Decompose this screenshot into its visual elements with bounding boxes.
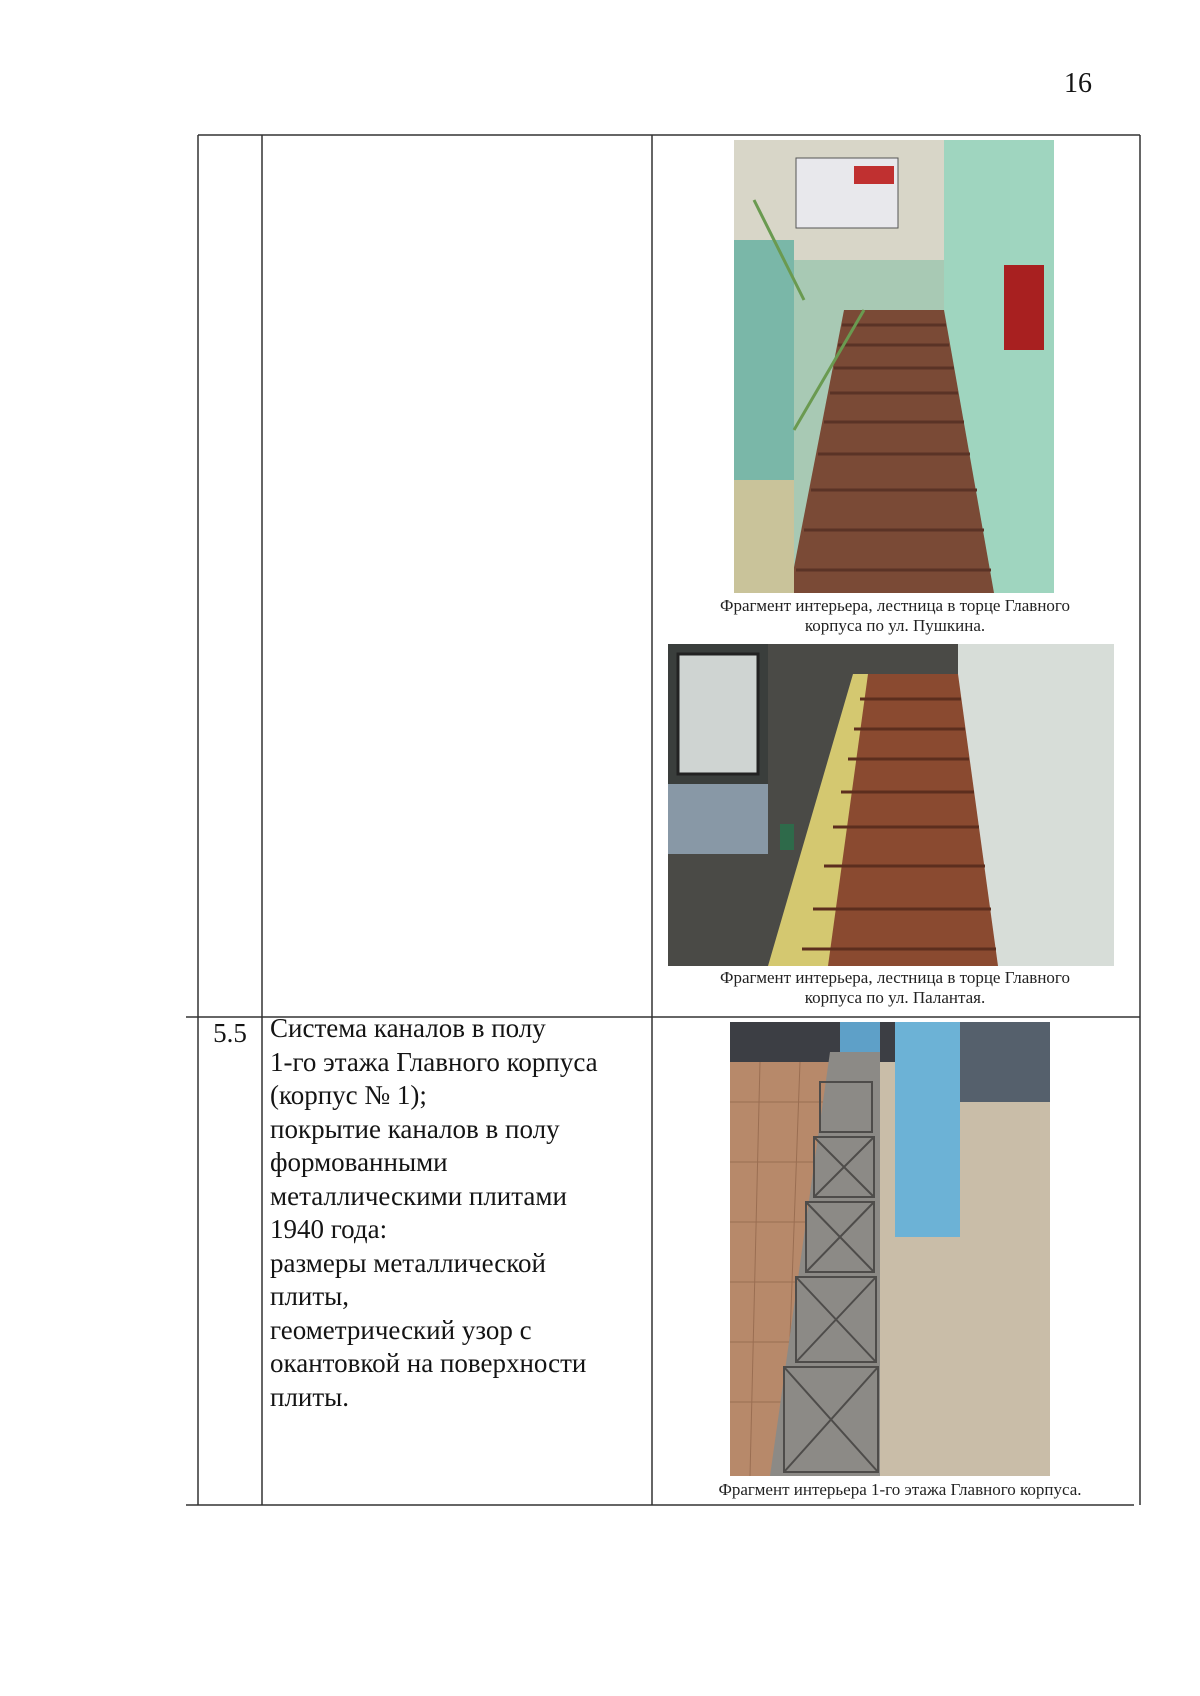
photo-caption <box>662 968 1128 1008</box>
description-line: плиты, <box>270 1281 350 1311</box>
staircase-photo-palantaya <box>668 644 1114 966</box>
caption-line: Фрагмент интерьера 1-го этажа Главного корпуса. <box>718 1480 1082 1499</box>
floor-channel-photo-icon <box>730 1022 1050 1476</box>
description-line: формованными <box>270 1147 448 1177</box>
description-line: окантовкой на поверхности <box>270 1348 587 1378</box>
staircase-photo-icon <box>668 644 1114 966</box>
description-line: размеры металлической <box>270 1247 546 1278</box>
description-line: металлическими плитами <box>270 1180 567 1211</box>
description-line: плиты. <box>270 1381 350 1412</box>
staircase-photo-icon <box>734 140 1054 593</box>
row-description <box>270 1012 640 1414</box>
description-line: Система каналов в полу <box>270 1013 546 1043</box>
caption-line: Фрагмент интерьера, лестница в торце Главного <box>720 968 1070 987</box>
floor-channel-photo <box>730 1022 1050 1476</box>
photo-caption <box>662 1480 1138 1500</box>
caption-line: корпуса по ул. Пушкина. <box>804 616 986 635</box>
description-line: 1940 года: <box>270 1214 388 1244</box>
caption-line: корпуса по ул. Палантая. <box>804 988 986 1007</box>
page-number: 16 <box>1064 68 1092 99</box>
description-line: 1-го этажа Главного корпуса <box>270 1046 598 1077</box>
staircase-photo-pushkina <box>734 140 1054 593</box>
caption-line: Фрагмент интерьера, лестница в торце Главного <box>720 596 1070 615</box>
row-number: 5.5 <box>213 1018 247 1048</box>
description-line: (корпус № 1); <box>270 1080 427 1110</box>
description-line: геометрический узор с <box>270 1314 532 1345</box>
description-line: покрытие каналов в полу <box>270 1113 560 1144</box>
photo-caption <box>662 596 1128 636</box>
